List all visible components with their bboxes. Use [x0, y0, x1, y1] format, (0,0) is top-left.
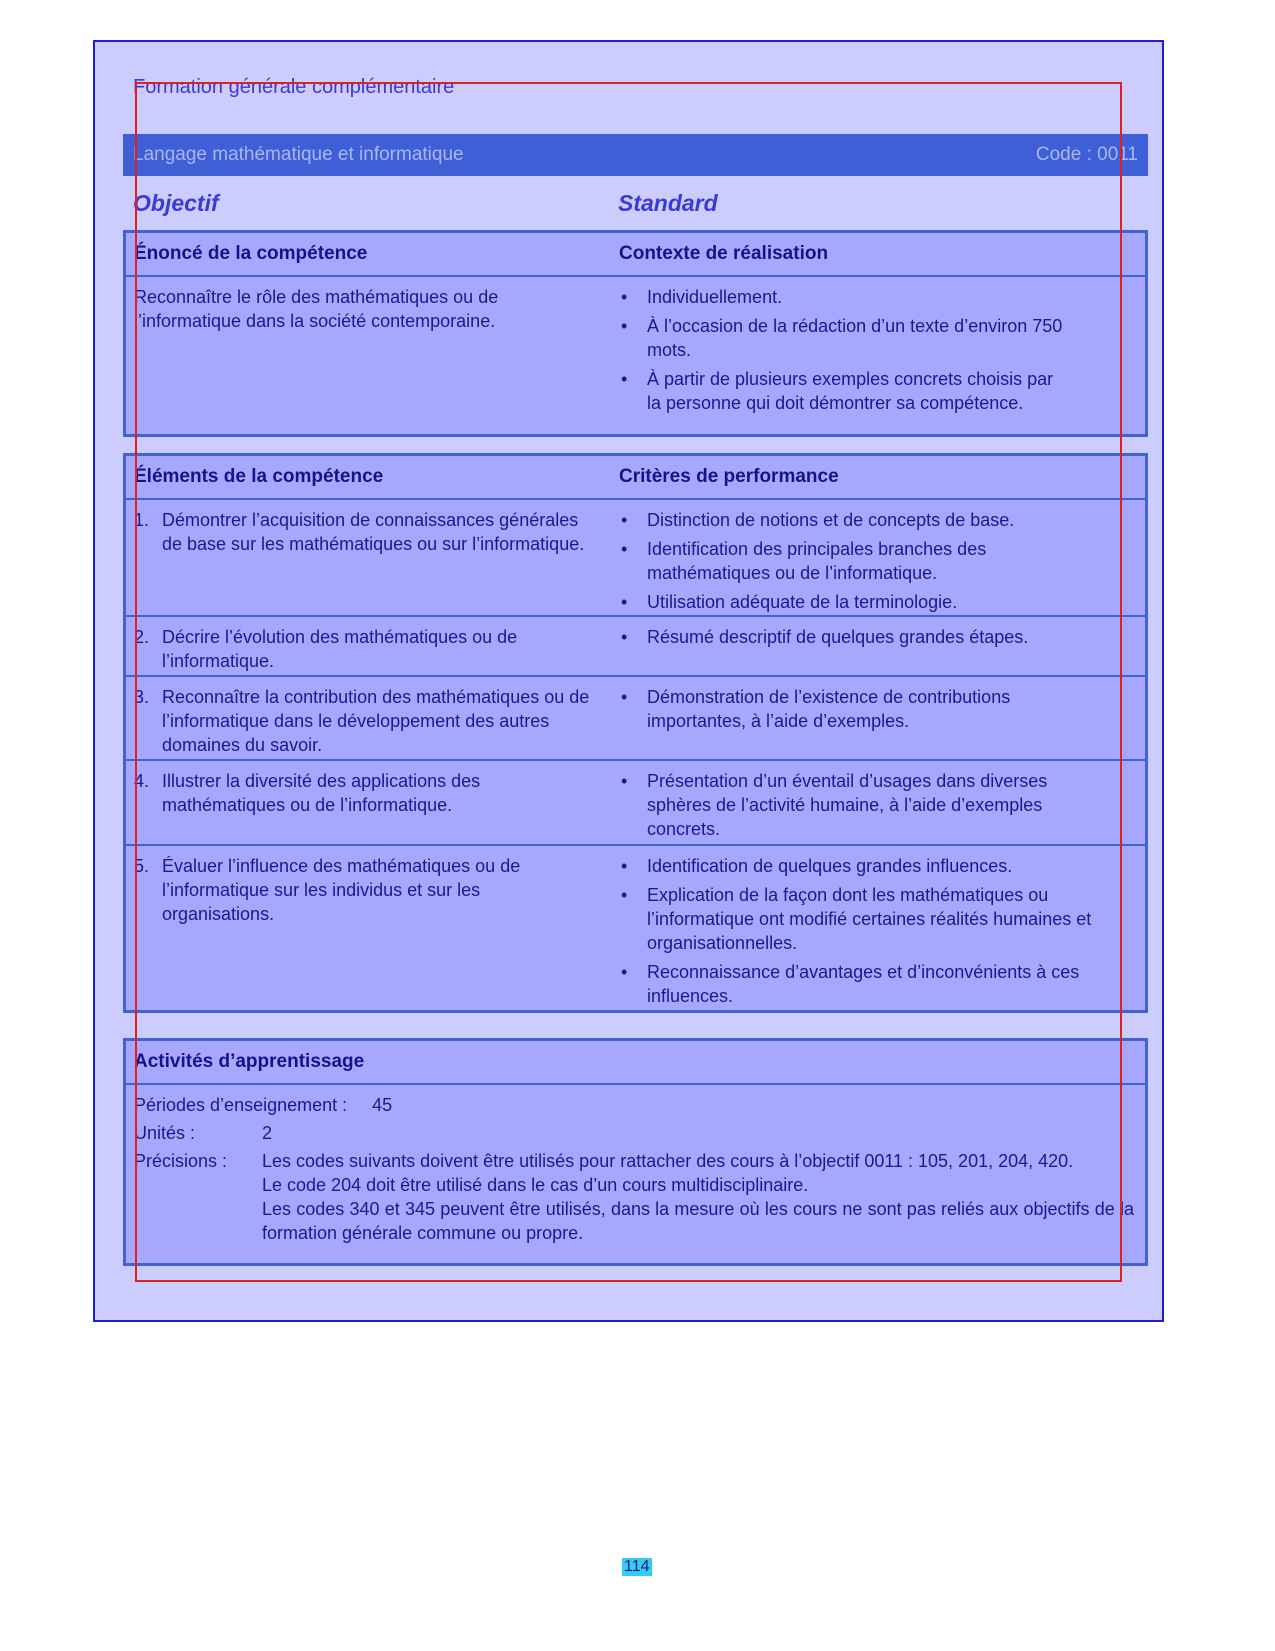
element-text: Reconnaître la contribution des mathématiques ou de l’informatique dans le développement des autres domaines du savoir.: [162, 687, 590, 755]
criteria-list: [619, 508, 1069, 619]
element-text-block: [134, 508, 594, 556]
precision-item: Les codes 340 et 345 peuvent être utilisés, dans la mesure où les cours ne sont pas reliés aux objectifs de la formation générale commune ou propre.: [262, 1199, 1134, 1243]
activities-heading: Activités d’apprentissage: [134, 1051, 365, 1072]
criterion-item: • Identification des principales branches des mathématiques ou de l’informatique.: [619, 537, 1069, 585]
criteria-list: [619, 685, 1069, 738]
elements-heading: Éléments de la compétence: [134, 466, 384, 487]
precision-item: Le code 204 doit être utilisé dans le cas d’un cours multidisciplinaire.: [262, 1175, 809, 1195]
document-title: Formation générale complémentaire: [133, 76, 455, 98]
objective-heading: Objectif: [133, 190, 219, 216]
competence-box: [123, 230, 1148, 437]
element-number: 4.: [134, 771, 150, 791]
element-row: [126, 617, 1145, 677]
precision-item: Les codes suivants doivent être utilisés pour rattacher des cours à l’objectif 0011 : 105, 201, 204, 420.: [262, 1151, 1074, 1171]
context-list: [619, 285, 1069, 420]
criterion-item: • Identification de quelques grandes influences.: [619, 854, 1094, 878]
criteria-list: [619, 854, 1094, 1013]
criterion-item: • Démonstration de l’existence de contributions importantes, à l’aide d’exemples.: [619, 685, 1069, 733]
activities-box: [123, 1038, 1148, 1266]
competence-statement: Reconnaître le rôle des mathématiques ou de l’informatique dans la société contemporaine.: [134, 287, 499, 331]
activities-header: [126, 1041, 1145, 1085]
element-text-block: [134, 685, 594, 757]
criterion-item: • Reconnaissance d’avantages et d’inconvénients à ces influences.: [619, 960, 1094, 1008]
criterion-item: • Utilisation adéquate de la terminologie.: [619, 590, 1069, 614]
competence-statement-heading: Énoncé de la compétence: [134, 243, 368, 264]
periods-label: Périodes d’enseignement :: [134, 1095, 348, 1115]
element-row: [126, 500, 1145, 617]
element-number: 3.: [134, 687, 150, 707]
standard-heading: Standard: [618, 190, 718, 216]
competence-row: [126, 277, 1145, 427]
element-row: [126, 761, 1145, 846]
criteria-heading: Critères de performance: [619, 466, 839, 487]
periods-value: 45: [372, 1095, 393, 1115]
criterion-item: • Présentation d’un éventail d’usages dans diverses sphères de l’activité humaine, à l’aide d’exemples concrets.: [619, 769, 1099, 841]
element-number: 5.: [134, 856, 150, 876]
criterion-item: • Résumé descriptif de quelques grandes étapes.: [619, 625, 1089, 649]
units-value: 2: [262, 1123, 273, 1143]
element-text: Démontrer l’acquisition de connaissances générales de base sur les mathématiques ou sur l’informatique.: [162, 510, 585, 554]
element-text: Décrire l’évolution des mathématiques ou de l’informatique.: [162, 627, 518, 671]
element-text-block: [134, 625, 574, 673]
elements-header: [126, 456, 1145, 500]
precisions-label: Précisions :: [134, 1151, 228, 1171]
periods-row: [134, 1093, 1137, 1121]
criterion-item: • Distinction de notions et de concepts de base.: [619, 508, 1069, 532]
context-item: • Individuellement.: [619, 285, 1069, 309]
element-row: [126, 846, 1145, 1016]
element-number: 2.: [134, 627, 150, 647]
subject-bar: [123, 134, 1148, 176]
criteria-list: [619, 625, 1089, 654]
context-item: • À partir de plusieurs exemples concrets choisis par la personne qui doit démontrer sa compétence.: [619, 367, 1069, 415]
criterion-item: • Explication de la façon dont les mathématiques ou l’informatique ont modifié certaines réalités humaines et organisationnelles.: [619, 883, 1094, 955]
precisions-row: [134, 1149, 1137, 1245]
page-number: 114: [624, 1558, 650, 1575]
activities-body: [126, 1085, 1145, 1245]
units-row: [134, 1121, 1137, 1149]
context-heading: Contexte de réalisation: [619, 243, 829, 264]
criteria-list: [619, 769, 1099, 846]
subject-title: Langage mathématique et informatique: [133, 144, 464, 165]
element-text-block: [134, 769, 554, 817]
element-text: Illustrer la diversité des applications des mathématiques ou de l’informatique.: [162, 771, 481, 815]
element-number: 1.: [134, 510, 150, 530]
competence-header: [126, 233, 1145, 277]
context-item: • À l’occasion de la rédaction d’un texte d’environ 750 mots.: [619, 314, 1069, 362]
units-label: Unités :: [134, 1123, 196, 1143]
elements-box: [123, 453, 1148, 1013]
subject-code: Code : 0011: [1035, 144, 1138, 165]
element-text-block: [134, 854, 574, 926]
element-row: [126, 677, 1145, 761]
element-text: Évaluer l’influence des mathématiques ou de l’informatique sur les individus et sur les organisations.: [162, 856, 521, 924]
precisions-list: [262, 1149, 1134, 1245]
